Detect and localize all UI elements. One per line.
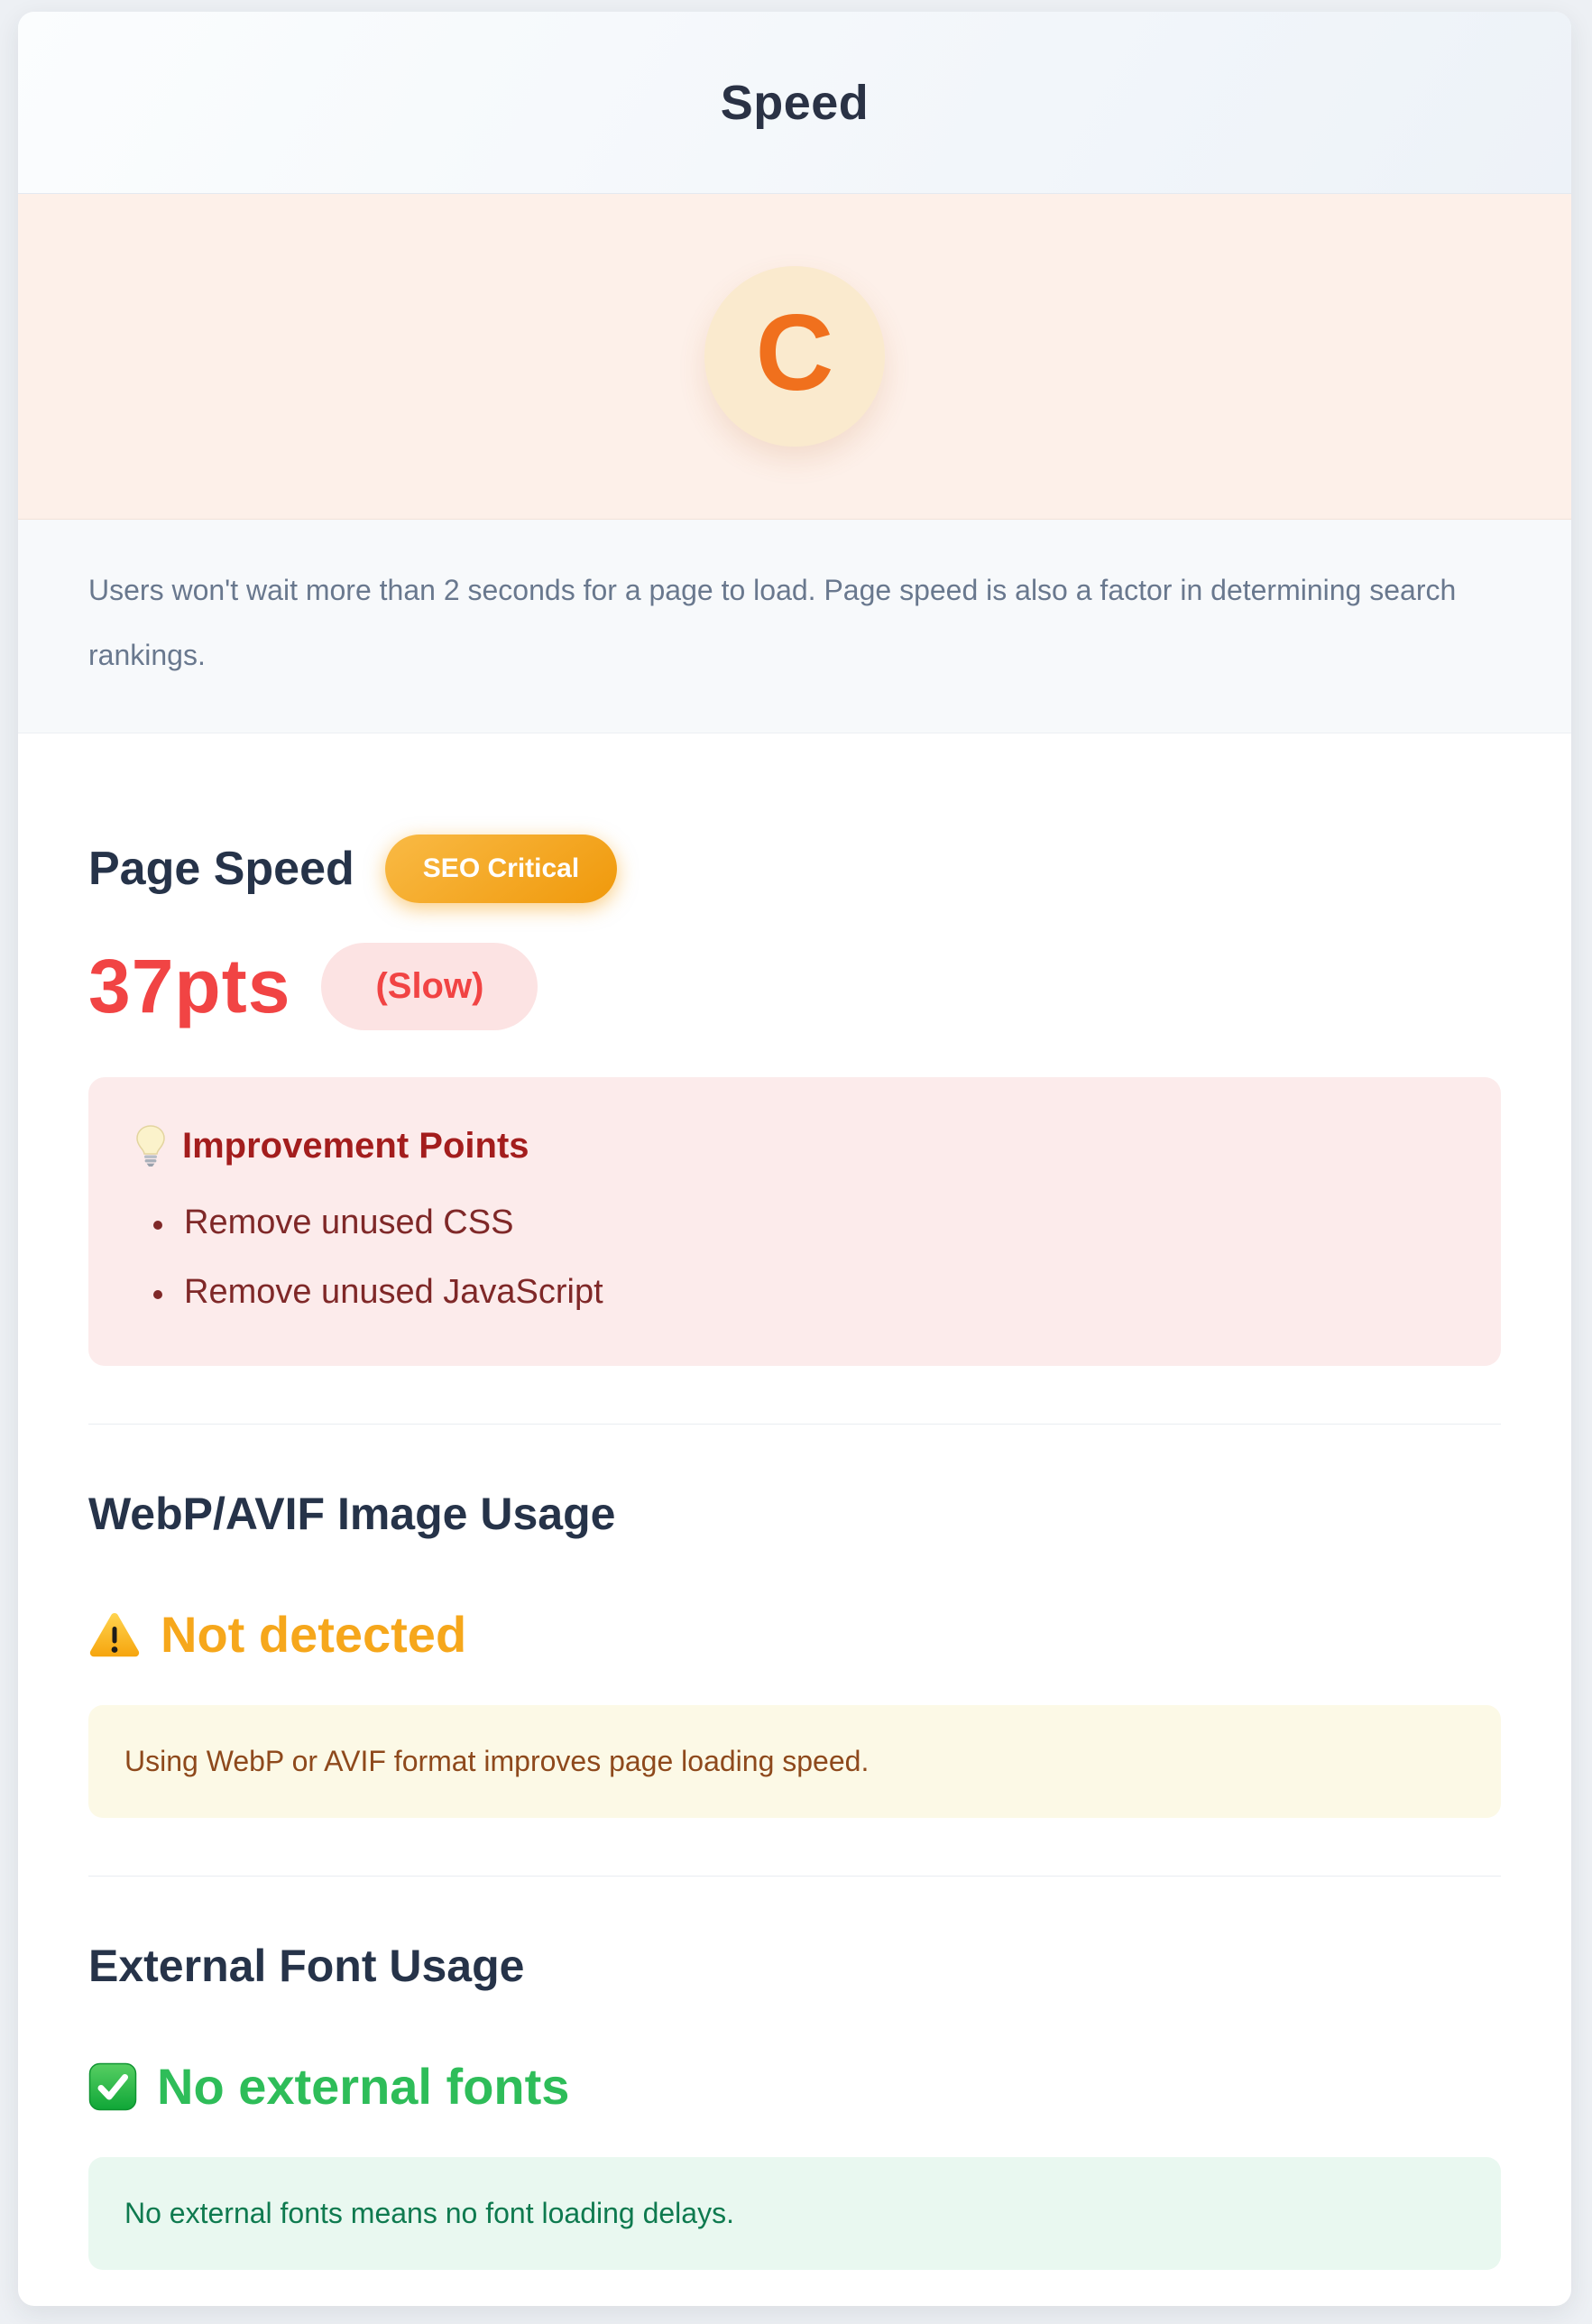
score-status-pill: (Slow) <box>321 943 538 1030</box>
webp-status-line <box>88 1605 1501 1664</box>
external-fonts-note-box <box>88 2157 1501 2270</box>
external-fonts-status-text: No external fonts <box>157 2058 570 2115</box>
page-speed-title-row <box>88 835 1501 903</box>
improvement-title-row <box>135 1124 1454 1167</box>
webp-section <box>88 1488 1501 1818</box>
external-fonts-section <box>88 1940 1501 2270</box>
grade-band <box>18 194 1571 520</box>
score-row <box>88 943 1501 1030</box>
card-header <box>18 12 1571 194</box>
external-fonts-status-line <box>88 2057 1501 2116</box>
page-speed-heading: Page Speed <box>88 843 354 895</box>
external-fonts-heading: External Font Usage <box>88 1941 525 1991</box>
improvement-points-title: Improvement Points <box>182 1125 529 1166</box>
seo-critical-badge: SEO Critical <box>385 835 617 903</box>
main-content <box>18 733 1571 2270</box>
section-divider <box>88 1424 1501 1425</box>
speed-report-card <box>18 12 1571 2306</box>
grade-letter: C <box>755 292 834 413</box>
webp-status-text: Not detected <box>161 1606 467 1663</box>
score-value: 37pts <box>88 944 291 1028</box>
improvement-points-box <box>88 1077 1501 1366</box>
improvement-item: • Remove unused JavaScript <box>177 1273 1454 1312</box>
external-fonts-note-text: No external fonts means no font loading delays. <box>124 2197 734 2229</box>
webp-note-box <box>88 1705 1501 1818</box>
webp-note-text: Using WebP or AVIF format improves page loading speed. <box>124 1745 870 1777</box>
page-title: Speed <box>720 75 870 130</box>
speed-description-text: Users won't wait more than 2 seconds for a page to load. Page speed is also a factor in determining search rankings. <box>88 574 1457 671</box>
warning-icon <box>88 1611 141 1658</box>
speed-description <box>18 520 1571 733</box>
check-icon <box>88 2062 137 2111</box>
improvement-item: • Remove unused CSS <box>177 1204 1454 1242</box>
grade-circle <box>704 266 885 447</box>
lightbulb-icon <box>135 1124 166 1167</box>
webp-heading: WebP/AVIF Image Usage <box>88 1489 616 1539</box>
section-divider <box>88 1876 1501 1877</box>
improvement-points-list <box>177 1204 1454 1312</box>
